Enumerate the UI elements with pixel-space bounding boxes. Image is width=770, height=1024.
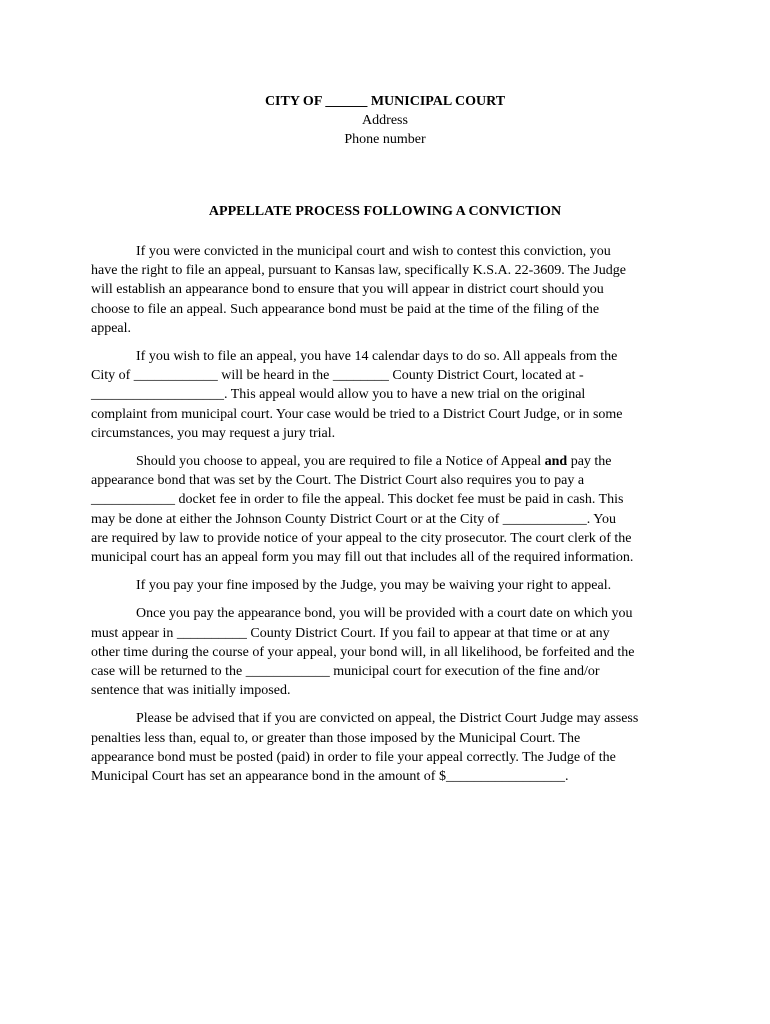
text-line: choose to file an appeal. Such appearance bond must be paid at the time of the filing of the <box>91 301 600 317</box>
text-line: If you wish to file an appeal, you have 14 calendar days to do so. All appeals from the <box>136 349 618 365</box>
text-line: case will be returned to the ____________ municipal court for execution of the fine and/or <box>91 664 600 680</box>
text-line: ___________________. This appeal would allow you to have a new trial on the original <box>91 387 586 403</box>
text-line: appearance bond must be posted (paid) in order to file your appeal correctly. The Judge of the <box>91 749 616 765</box>
text-line: If you were convicted in the municipal court and wish to contest this conviction, you <box>136 244 611 259</box>
text-line: circumstances, you may request a jury trial. <box>91 425 336 441</box>
text-line: must appear in __________ County District Court. If you fail to appear at that time or at any <box>91 625 610 641</box>
text-line: have the right to file an appeal, pursuant to Kansas law, specifically K.S.A. 22-3609. The Judge <box>91 263 626 279</box>
bold-text: and <box>544 454 568 470</box>
text-line: Please be advised that if you are convicted on appeal, the District Court Judge may assess <box>136 711 639 727</box>
paragraph-notice-of-appeal <box>91 452 681 567</box>
text-line: penalties less than, equal to, or greater than those imposed by the Municipal Court. The <box>91 730 581 746</box>
document-title: APPELLATE PROCESS FOLLOWING A CONVICTION <box>208 204 562 219</box>
court-name: CITY OF ______ MUNICIPAL COURT <box>264 94 506 109</box>
paragraph-conviction-appeal-right <box>91 242 681 338</box>
document-header <box>0 92 770 149</box>
text-line: If you pay your fine imposed by the Judge, you may be waiving your right to appeal. <box>136 578 612 594</box>
text-line: municipal court has an appeal form you may fill out that includes all of the required information. <box>91 550 634 566</box>
text-line: appearance bond that was set by the Court. The District Court also requires you to pay a <box>91 473 585 489</box>
text-line: City of ____________ will be heard in the ________ County District Court, located at - <box>91 368 584 384</box>
paragraph-court-date <box>91 604 681 700</box>
text-line: complaint from municipal court. Your case would be tried to a District Court Judge, or in some <box>91 406 623 422</box>
text-line: other time during the course of your appeal, your bond will, in all likelihood, be forfeited and the <box>91 644 635 660</box>
court-address: Address <box>362 113 408 128</box>
text-line: are required by law to provide notice of your appeal to the city prosecutor. The court clerk of the <box>91 530 632 546</box>
text-line: Once you pay the appearance bond, you will be provided with a court date on which you <box>136 606 633 622</box>
text-fragment: Should you choose to appeal, you are required to file a Notice of Appeal <box>136 454 545 470</box>
text-line: will establish an appearance bond to ensure that you will appear in district court should you <box>91 282 604 298</box>
text-line: sentence that was initially imposed. <box>91 683 291 699</box>
text-line: Municipal Court has set an appearance bond in the amount of $_________________. <box>91 769 569 785</box>
paragraph-filing-deadline <box>91 347 681 443</box>
paragraph-appearance-bond-amount <box>91 709 681 786</box>
paragraph-waiving-right <box>91 576 681 595</box>
text-fragment: pay the <box>567 454 612 470</box>
text-line: ____________ docket fee in order to file the appeal. This docket fee must be paid in cash. This <box>91 492 624 508</box>
text-line: appeal. <box>91 320 132 336</box>
document-body <box>91 242 681 795</box>
court-phone: Phone number <box>344 132 426 147</box>
text-line <box>91 452 681 471</box>
text-line: may be done at either the Johnson County District Court or at the City of ____________. You <box>91 511 616 527</box>
